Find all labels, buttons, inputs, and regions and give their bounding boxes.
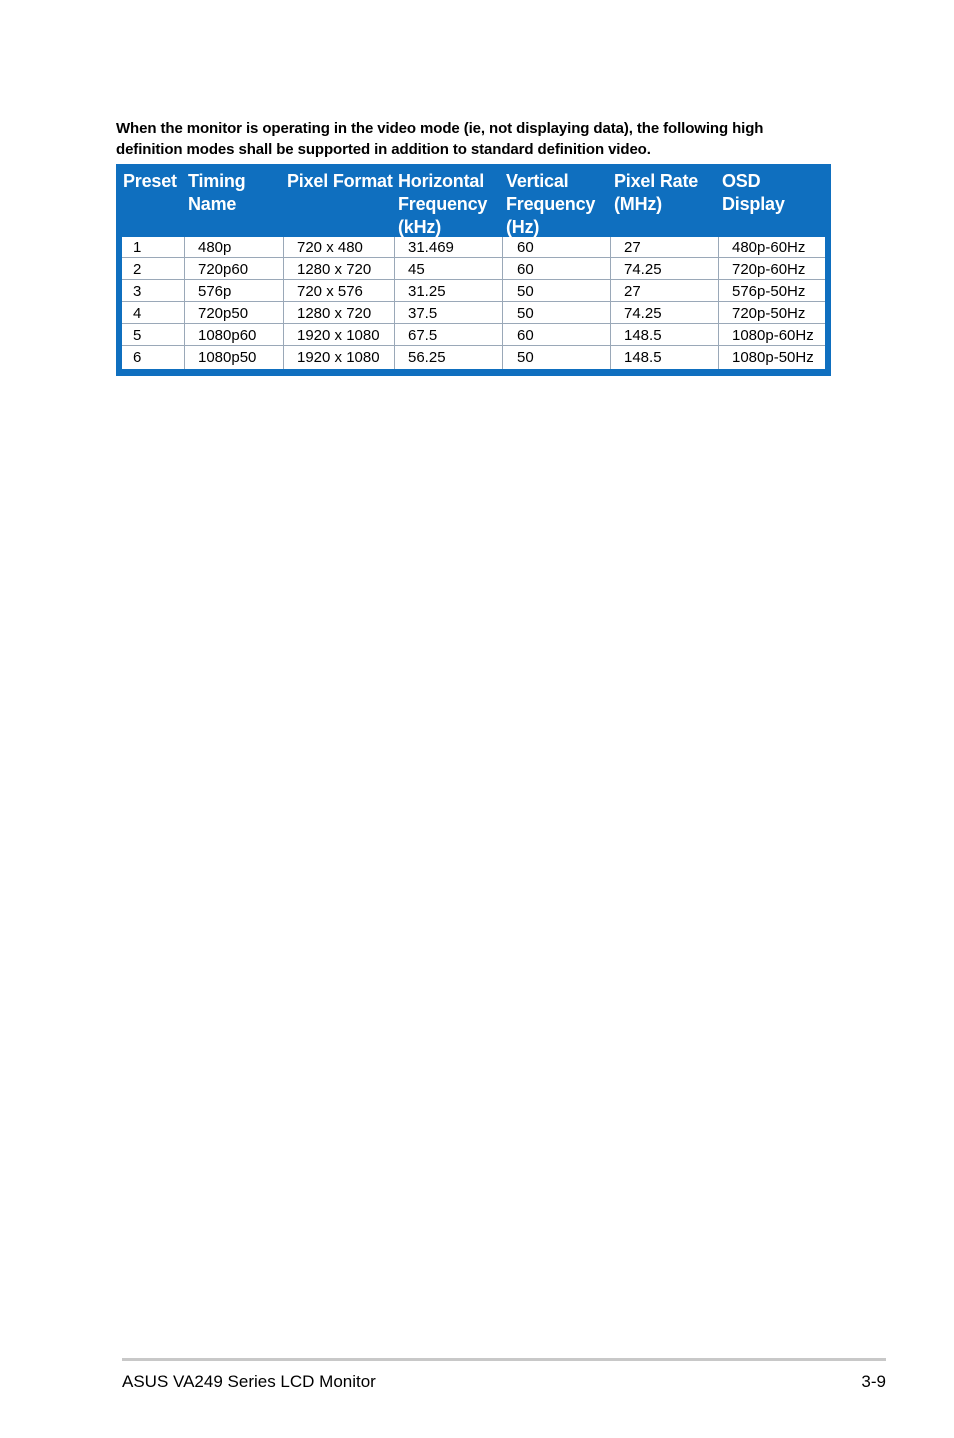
intro-line-2: definition modes shall be supported in addition to standard definition video. <box>116 141 651 158</box>
table-header <box>116 164 831 237</box>
cell-preset: 6 <box>133 349 142 366</box>
cell-osd-display: 576p-50Hz <box>732 283 806 300</box>
cell-vertical-frequency: 60 <box>517 261 534 278</box>
cell-preset: 3 <box>133 283 142 300</box>
cell-vertical-frequency: 60 <box>517 327 534 344</box>
cell-vertical-frequency: 60 <box>517 239 534 256</box>
cell-pixel-format: 1280 x 720 <box>297 261 372 278</box>
cell-pixel-format: 1920 x 1080 <box>297 327 380 344</box>
cell-pixel-rate: 27 <box>624 283 641 300</box>
cell-vertical-frequency: 50 <box>517 283 534 300</box>
cell-preset: 1 <box>133 239 142 256</box>
cell-pixel-format: 1280 x 720 <box>297 305 372 322</box>
table-row <box>122 237 825 258</box>
cell-osd-display: 1080p-60Hz <box>732 327 814 344</box>
intro-paragraph <box>116 118 816 160</box>
cell-pixel-rate: 27 <box>624 239 641 256</box>
cell-timing-name: 720p60 <box>198 261 249 278</box>
cell-horizontal-frequency: 31.25 <box>408 283 446 300</box>
header-vertical-frequency: Vertical Frequency (Hz) <box>506 171 596 237</box>
header-preset: Preset <box>123 171 177 191</box>
cell-timing-name: 720p50 <box>198 305 249 322</box>
cell-pixel-rate: 148.5 <box>624 327 662 344</box>
intro-line-1: When the monitor is operating in the video mode (ie, not displaying data), the following high <box>116 120 764 137</box>
page-number: 3-9 <box>861 1372 886 1391</box>
cell-vertical-frequency: 50 <box>517 349 534 366</box>
table-row <box>122 325 825 346</box>
cell-timing-name: 576p <box>198 283 232 300</box>
footer-title: ASUS VA249 Series LCD Monitor <box>122 1372 376 1391</box>
cell-pixel-rate: 74.25 <box>624 305 662 322</box>
footer-divider <box>122 1358 886 1361</box>
table-row <box>122 303 825 324</box>
cell-horizontal-frequency: 67.5 <box>408 327 438 344</box>
cell-timing-name: 1080p60 <box>198 327 257 344</box>
cell-pixel-format: 1920 x 1080 <box>297 349 380 366</box>
cell-vertical-frequency: 50 <box>517 305 534 322</box>
table-body <box>122 237 825 369</box>
table-row <box>122 259 825 280</box>
cell-preset: 5 <box>133 327 142 344</box>
header-osd-display: OSD Display <box>722 171 785 214</box>
header-horizontal-frequency: Horizontal Frequency (kHz) <box>398 171 488 237</box>
cell-osd-display: 720p-50Hz <box>732 305 806 322</box>
cell-pixel-rate: 148.5 <box>624 349 662 366</box>
header-pixel-format: Pixel Format <box>287 171 393 191</box>
cell-pixel-format: 720 x 576 <box>297 283 363 300</box>
cell-osd-display: 480p-60Hz <box>732 239 806 256</box>
cell-osd-display: 1080p-50Hz <box>732 349 814 366</box>
cell-horizontal-frequency: 37.5 <box>408 305 438 322</box>
cell-preset: 4 <box>133 305 142 322</box>
table-row <box>122 281 825 302</box>
cell-pixel-format: 720 x 480 <box>297 239 363 256</box>
cell-osd-display: 720p-60Hz <box>732 261 806 278</box>
cell-timing-name: 1080p50 <box>198 349 257 366</box>
cell-horizontal-frequency: 56.25 <box>408 349 446 366</box>
header-timing-name: Timing Name <box>188 171 246 214</box>
cell-pixel-rate: 74.25 <box>624 261 662 278</box>
cell-horizontal-frequency: 31.469 <box>408 239 454 256</box>
cell-horizontal-frequency: 45 <box>408 261 425 278</box>
cell-timing-name: 480p <box>198 239 232 256</box>
cell-preset: 2 <box>133 261 142 278</box>
header-pixel-rate: Pixel Rate (MHz) <box>614 171 699 214</box>
video-modes-table <box>116 164 831 376</box>
table-row <box>122 347 825 368</box>
